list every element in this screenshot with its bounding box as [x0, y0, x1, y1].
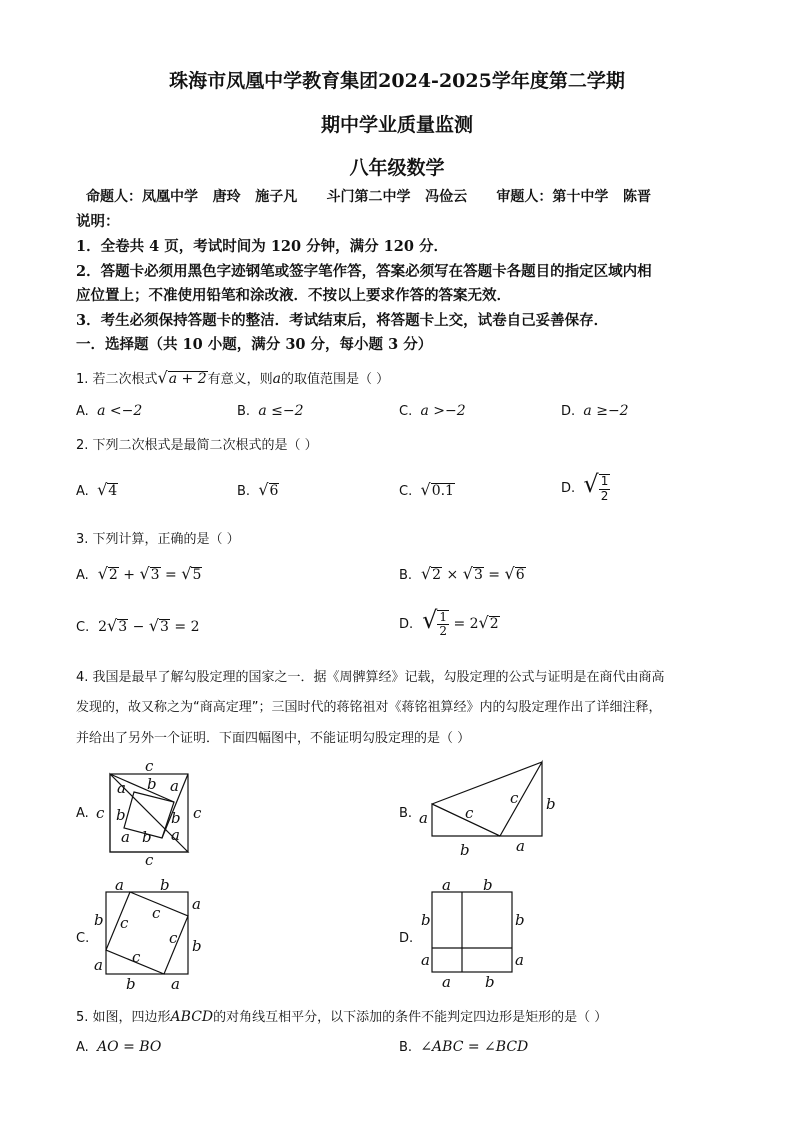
label-a: a — [170, 777, 179, 795]
instruction-item: 应位置上；不准使用铅笔和涂改液．不按以上要求作答的答案无效． — [76, 287, 511, 304]
figure-b-diagram — [410, 756, 570, 861]
label-a: a — [419, 809, 428, 827]
question-4-line: 并给出了另外一个证明．下面四幅图中，不能证明勾股定理的是（ ） — [76, 731, 471, 746]
question-2-stem: 2. 下列二次根式是最简二次根式的是（ ） — [76, 438, 318, 453]
exam-title: 珠海市凤凰中学教育集团2024-2025学年度第二学期 — [169, 70, 625, 92]
label-a: a — [192, 895, 201, 913]
q3-option-d: D. √ $\frac{1}{2}$ = 2√2 — [399, 606, 499, 638]
label-b: b — [147, 775, 157, 793]
label-a: a — [115, 878, 124, 894]
question-4-line: 4. 我国是最早了解勾股定理的国家之一．据《周髀算经》记载，勾股定理的公式与证明是在商代由商高 — [76, 670, 665, 685]
label-a: a — [171, 826, 180, 844]
label-c: c — [465, 804, 474, 822]
label-b: b — [171, 809, 181, 827]
label-c: c — [145, 758, 154, 775]
label-b: b — [94, 911, 104, 929]
q3-option-a: A. √2 + √3 = √5 — [76, 564, 202, 583]
figure-d-diagram — [416, 878, 536, 993]
label-c: c — [96, 804, 105, 822]
instruction-item: 3．考生必须保持答题卡的整洁．考试结束后，将答题卡上交，试卷自己妥善保存． — [76, 312, 609, 329]
q1-option-b: B. a ≤−2 — [237, 403, 304, 419]
q1-option-a: A. a <−2 — [76, 403, 143, 419]
label-a: a — [421, 951, 430, 969]
instruction-item: 1．全卷共 4 页，考试时间为 120 分钟，满分 120 分． — [76, 238, 448, 255]
q2-option-c: C. √0.1 — [399, 480, 454, 499]
label-b: b — [160, 878, 170, 894]
label-a: a — [442, 973, 451, 991]
q3-option-c: C. 2√3 − √3 = 2 — [76, 616, 200, 635]
label-c: c — [152, 904, 161, 922]
label-c: c — [132, 948, 141, 966]
label-a: a — [121, 828, 130, 846]
figure-c-diagram — [88, 878, 218, 993]
q2-option-b: B. √6 — [237, 480, 279, 499]
q1-option-d: D. a ≥−2 — [561, 403, 629, 419]
question-1-stem: 1. 若二次根式√a + 2有意义，则a的取值范围是（ ） — [76, 368, 390, 387]
q1-option-c: C. a >−2 — [399, 403, 466, 419]
q4-option-d-label: D. — [399, 931, 414, 946]
label-b: b — [126, 975, 136, 993]
q4-option-c-label: C. — [76, 931, 90, 946]
label-a: a — [117, 779, 126, 797]
authors-line: 命题人：凤凰中学 唐玲 施子凡 斗门第二中学 冯俭云 审题人：第十中学 陈晋 — [86, 189, 651, 205]
label-b: b — [546, 795, 556, 813]
label-a: a — [171, 975, 180, 993]
label-b: b — [460, 841, 470, 859]
question-4-line: 发现的，故又称之为“商高定理”；三国时代的蒋铭祖对《蒋铭祖算经》内的勾股定理作出了详细注释， — [76, 700, 662, 715]
label-c: c — [169, 929, 178, 947]
label-b: b — [485, 973, 495, 991]
instructions-label: 说明： — [76, 213, 120, 230]
label-c: c — [193, 804, 202, 822]
label-b: b — [483, 878, 493, 894]
label-c: c — [510, 789, 519, 807]
section-heading: 一．选择题（共 10 小题，满分 30 分，每小题 3 分） — [76, 336, 433, 353]
question-5-stem: 5. 如图，四边形ABCD的对角线互相平分，以下添加的条件不能判定四边形是矩形的是（ ） — [76, 1009, 608, 1025]
q5-option-b: B. ∠ABC = ∠BCD — [399, 1039, 529, 1055]
q4-option-b-label: B. — [399, 806, 413, 821]
label-b: b — [192, 937, 202, 955]
exam-subtitle: 期中学业质量监测 — [320, 114, 473, 136]
q2-option-d: D. √ $\frac{1}{2}$ — [561, 470, 609, 503]
label-b: b — [142, 828, 152, 846]
q5-option-a: A. AO = BO — [76, 1039, 162, 1055]
label-b: b — [116, 806, 126, 824]
label-c: c — [145, 851, 154, 868]
q4-option-a-label: A. — [76, 806, 89, 821]
radicand: a + 2 — [168, 371, 207, 387]
exam-subject: 八年级数学 — [349, 157, 445, 179]
instruction-item: 2．答题卡必须用黑色字迹钢笔或签字笔作答，答案必须写在答题卡各题目的指定区域内相 — [76, 263, 652, 280]
label-a: a — [515, 951, 524, 969]
label-b: b — [421, 911, 431, 929]
label-b: b — [515, 911, 525, 929]
label-a: a — [94, 956, 103, 974]
q2-option-a: A. √4 — [76, 480, 118, 499]
label-a: a — [442, 878, 451, 894]
figure-a-diagram — [90, 758, 220, 868]
label-c: c — [120, 914, 129, 932]
label-a: a — [516, 837, 525, 855]
question-3-stem: 3. 下列计算，正确的是（ ） — [76, 532, 240, 547]
q3-option-b: B. √2 × √3 = √6 — [399, 564, 525, 583]
